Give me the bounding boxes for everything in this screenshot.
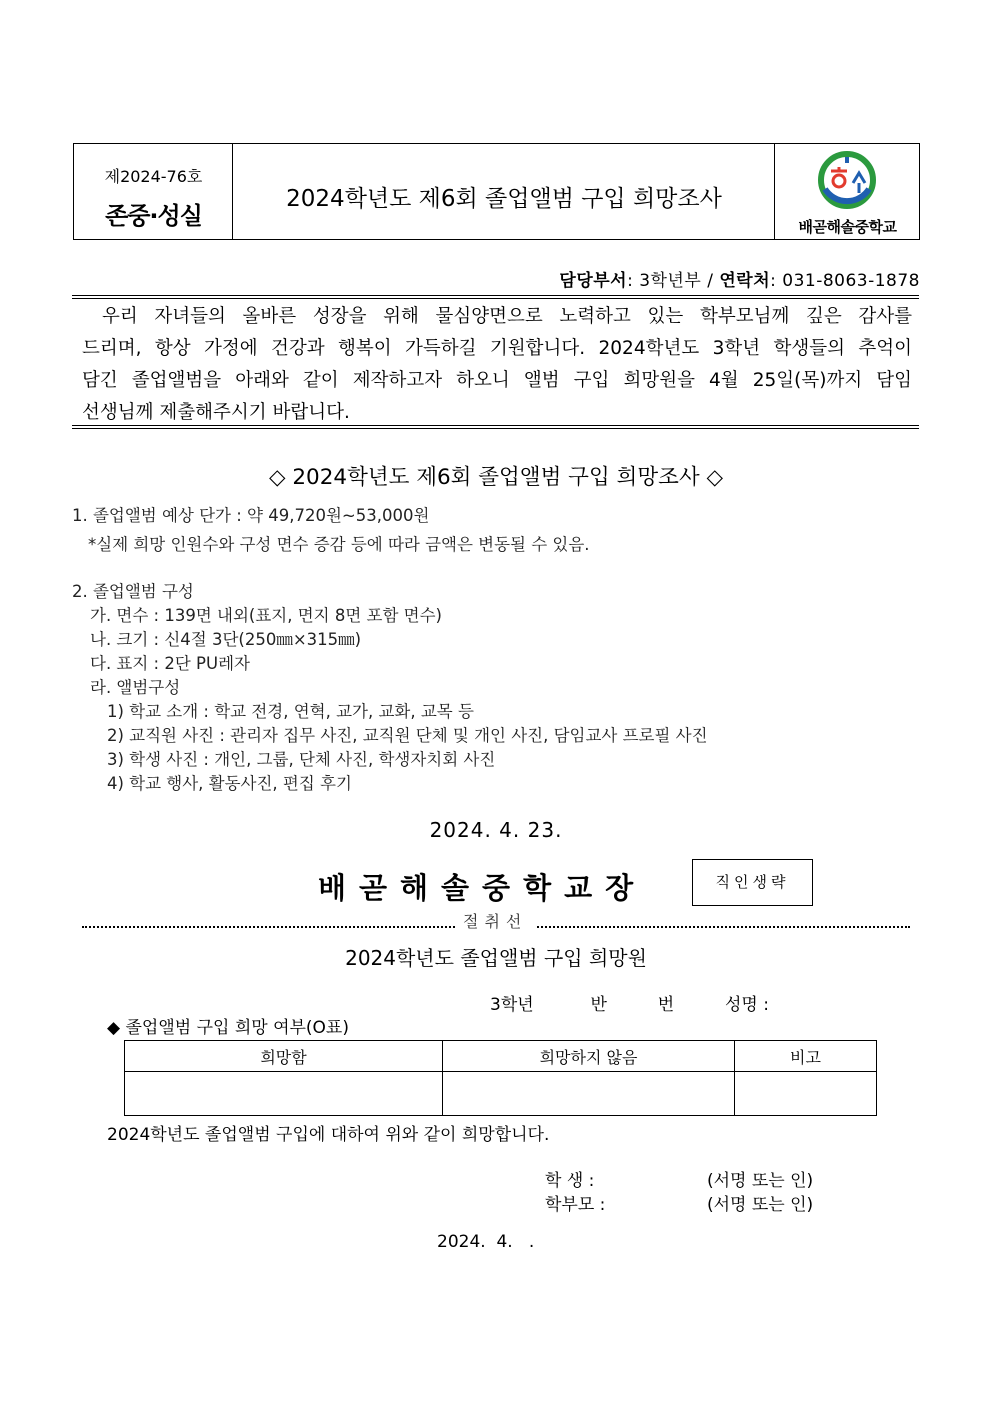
number-label: 번: [657, 995, 675, 1015]
pages-item: 가. 면수 : 139면 내외(표지, 면지 8면 포함 면수): [90, 606, 442, 625]
confirm-statement: 2024학년도 졸업앨범 구입에 대하여 위와 같이 희망합니다.: [107, 1125, 550, 1145]
size-item: 나. 크기 : 신4절 3단(250㎜×315㎜): [90, 630, 362, 649]
price-item: 1. 졸업앨범 예상 단가 : 약 49,720원~53,000원: [72, 506, 430, 525]
issue-date: 2024. 4. 23.: [429, 818, 563, 842]
school-logo-icon: [815, 149, 879, 211]
album-item: 4) 학교 행사, 활동사진, 편집 후기: [107, 774, 352, 793]
section-title: ◇ 2024학년도 제6회 졸업앨범 구입 희망조사 ◇: [268, 465, 723, 490]
principal-name: 배곧해솔중학교장: [318, 871, 647, 905]
phone-label: 연락처: [719, 271, 771, 291]
col-want: 희망함: [125, 1041, 443, 1072]
dept-value: : 3학년부 /: [627, 271, 720, 291]
header-logo-cell: [774, 144, 919, 239]
intro-line: 담긴 졸업앨범을 아래와 같이 제작하고자 하오니 앨범 구입 희망원을 4월 25일(목)까지 담임: [82, 370, 912, 391]
album-item: 2) 교직원 사진 : 관리자 집무 사진, 교직원 단체 및 개인 사진, 담임교사 프로필 사진: [107, 726, 708, 745]
grade-label: 3학년: [490, 995, 534, 1015]
seal-omitted-box: 직인생략: [692, 859, 813, 906]
intro-line: 우리 자녀들의 올바른 성장을 위해 물심양면으로 노력하고 있는 학부모님께 깊은 감사를: [102, 306, 912, 327]
contact-info: [559, 266, 920, 291]
cover-item: 다. 표지 : 2단 PU레자: [90, 654, 250, 673]
student-info-row: [490, 990, 769, 1015]
album-item: 1) 학교 소개 : 학교 전경, 연혁, 교가, 교화, 교목 등: [107, 702, 474, 721]
header-left-cell: [74, 144, 233, 239]
school-logo-text: 배곧해솔중학교: [798, 218, 897, 236]
class-label: 반: [590, 995, 607, 1015]
student-sign-note: (서명 또는 인): [707, 1171, 814, 1191]
document-title: 2024학년도 제6회 졸업앨범 구입 희망조사: [286, 186, 722, 212]
cell-want[interactable]: [125, 1072, 443, 1116]
cell-not-want[interactable]: [443, 1072, 735, 1116]
album-title: 라. 앨범구성: [90, 678, 181, 697]
document-header: [73, 143, 920, 240]
document-number: 제2024-76호: [104, 167, 203, 186]
composition-title: 2. 졸업앨범 구성: [72, 582, 194, 601]
form-title: 2024학년도 졸업앨범 구입 희망원: [345, 946, 647, 970]
album-item: 3) 학생 사진 : 개인, 그룹, 단체 사진, 학생자치회 사진: [107, 750, 496, 769]
survey-question: ◆ 졸업앨범 구입 희망 여부(O표): [107, 1018, 349, 1038]
intro-paragraph: [82, 301, 912, 429]
survey-table: [124, 1040, 877, 1116]
name-label: 성명 :: [724, 995, 769, 1015]
phone-value: : 031-8063-1878: [770, 271, 920, 291]
col-not-want: 희망하지 않음: [443, 1041, 735, 1072]
divider-bottom: [72, 425, 919, 429]
cut-line-label: 절취선: [455, 909, 535, 932]
table-row: [125, 1072, 877, 1116]
school-motto: 존중·성실: [105, 202, 202, 230]
form-date: 2024. 4. .: [437, 1232, 535, 1252]
table-header-row: [125, 1041, 877, 1072]
parent-sign-note: (서명 또는 인): [707, 1195, 814, 1215]
col-note: 비고: [735, 1041, 877, 1072]
intro-line: 드리며, 항상 가정에 건강과 행복이 가득하길 기원합니다. 2024학년도 3학년 학생들의 추억이: [82, 338, 912, 359]
parent-sign-label: 학부모 :: [545, 1195, 606, 1215]
price-note: *실제 희망 인원수와 구성 면수 증감 등에 따라 금액은 변동될 수 있음.: [88, 535, 590, 554]
intro-line: 선생님께 제출해주시기 바랍니다.: [82, 402, 350, 423]
dept-label: 담당부서: [559, 271, 628, 291]
student-sign-label: 학 생 :: [545, 1171, 595, 1191]
cell-note[interactable]: [735, 1072, 877, 1116]
divider-top: [72, 295, 919, 299]
